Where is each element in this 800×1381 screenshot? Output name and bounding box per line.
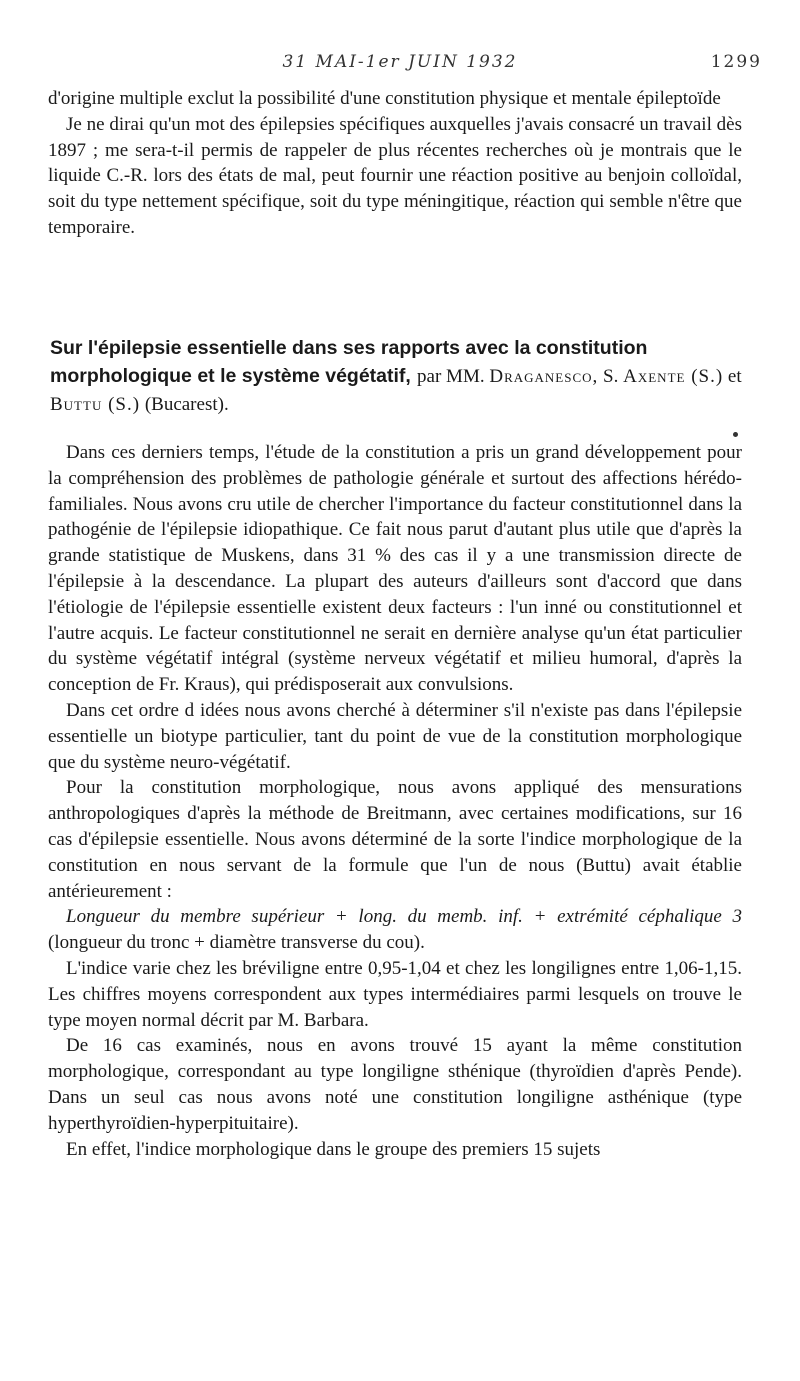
body-paragraph-5: De 16 cas examinés, nous en avons trouvé 15 ayant la même constitution morphologique, correspondant au type longiligne sthénique (thyroïdien d'après Pende). Dans un seul cas nous avons noté une constitution longiligne asthénique (type hyperthyroïdien-hyperpituitaire). <box>48 1035 742 1134</box>
intro-paragraph-1: d'origine multiple exclut la possibilité d'une constitution physique et mentale épileptoïde <box>48 88 721 109</box>
running-head <box>0 52 800 78</box>
stray-mark <box>733 432 738 437</box>
article-heading <box>50 334 742 418</box>
article-title: Sur l'épilepsie essentielle dans ses rapports avec la constitution morphologique et le système végétatif, <box>50 337 648 387</box>
body-paragraph-2: Dans cet ordre d idées nous avons cherché à déterminer s'il n'existe pas dans l'épilepsie essentielle un biotype particulier, tant du point de vue de la constitution morphologique que du système neuro-végétatif. <box>48 699 742 773</box>
running-title: 31 MAI-1er JUIN 1932 <box>282 52 518 72</box>
body-paragraph-3: Pour la constitution morphologique, nous avons appliqué des mensurations anthropologiques d'après la méthode de Breitmann, avec certaines modifications, sur 16 cas d'épilepsie essentielle. Nous avons déterminé de la sorte l'indice morphologique de la constitution en nous servant de la formule que l'un de nous (Buttu) avait établie antérieurement : <box>48 777 742 902</box>
body-paragraph-6: En effet, l'indice morphologique dans le groupe des premiers 15 sujets <box>66 1138 601 1160</box>
author-axente: Axente (S.) <box>623 366 724 387</box>
author-initial: S. <box>603 366 619 387</box>
author-city: (Bucarest). <box>144 394 229 415</box>
author-draganesco: Draganesco, <box>489 366 599 387</box>
author-buttu: Buttu (S.) <box>50 394 141 415</box>
formula-denominator: (longueur du tronc + diamètre transverse du cou). <box>48 932 425 954</box>
page-number: 1299 <box>710 52 762 72</box>
body-paragraph-4: L'indice varie chez les bréviligne entre 0,95-1,04 et chez les longilignes entre 1,06-1,15. Les chiffres moyens correspondent aux types intermédiaires parmi lesquels on trouve le type moyen normal décrit par M. Barbara. <box>48 957 742 1031</box>
formula-numerator: Longueur du membre supérieur + long. du memb. inf. + extrémité céphalique 3 <box>66 906 742 928</box>
formula-paragraph <box>48 904 742 956</box>
intro-paragraph-2: Je ne dirai qu'un mot des épilepsies spécifiques auxquelles j'avais consacré un travail dès 1897 ; me sera-t-il permis de rappeler de plus récentes recherches où je montrais que le liquide C.-R. lors des états de mal, peut fournir une réaction positive au benjoin colloïdal, soit du type nettement spécifique, soit du type méningitique, réaction qui semble n'être que temporaire. <box>48 113 742 238</box>
body-paragraph-1: Dans ces derniers temps, l'étude de la constitution a pris un grand développement pour la compréhension des problèmes de pathologie générale et surtout des affections hérédo-familiales. Nous avons cru utile de chercher l'importance du facteur constitutionnel dans la pathogénie de l'épilepsie idiopathique. Ce fait nous parut d'autant plus utile que d'après la grande statistique de Muskens, dans 31 % des cas il y a une transmission directe de l'épilepsie à la descendance. La plupart des auteurs d'ailleurs sont d'accord que dans l'étiologie de l'épilepsie essentielle existent deux facteurs : l'un inné ou constitutionnel et l'autre acquis. Le facteur constitutionnel ne serait en dernière analyse qu'un état particulier du système végétatif intégral (système nerveux végétatif et milieu humoral, d'après la conception de Fr. Kraus), qui prédisposerait aux convulsions. <box>48 442 742 696</box>
intro-block <box>48 86 742 241</box>
author-conjunction: et <box>727 366 742 387</box>
byline-prefix: par MM. <box>417 366 485 387</box>
article-body <box>48 440 742 1162</box>
